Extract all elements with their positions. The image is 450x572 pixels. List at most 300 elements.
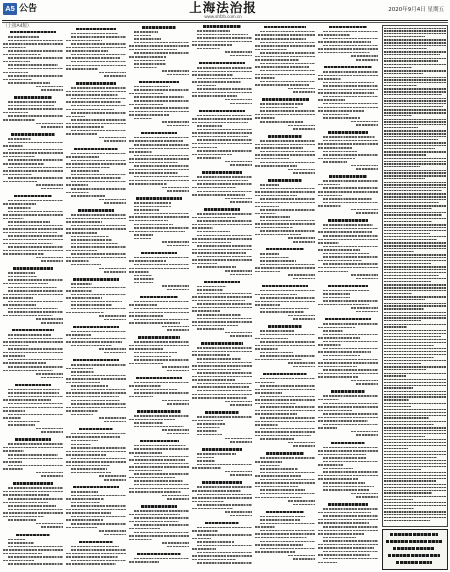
text-line [197,129,252,131]
text-line [323,355,360,357]
announcement-block [3,482,63,530]
signature-line [288,274,315,276]
text-line [323,369,378,371]
text-line [197,48,220,50]
text-line [192,555,252,557]
text-line [3,232,57,234]
text-line [192,238,252,240]
text-line [260,493,315,495]
text-line [129,260,166,262]
text-line [71,33,118,35]
announcement-heading [73,359,118,361]
signature-line [288,315,315,317]
text-line [323,263,378,265]
announcement-block [66,428,126,483]
ad-text-line [384,151,446,152]
text-line [71,403,126,405]
ad-text-line [384,351,446,352]
ad-text-line [384,412,446,413]
text-line [71,195,105,197]
text-line [8,75,63,77]
ad-text-line [384,480,436,481]
text-line [134,60,165,62]
ad-text-line [384,115,412,116]
ad-text-line [384,342,446,343]
text-line [66,228,126,230]
text-line [134,524,189,526]
announcement-block [192,281,252,339]
text-line [192,122,248,124]
text-line [192,296,252,298]
text-line [192,95,237,97]
text-line [260,417,315,419]
signature-line [162,241,189,243]
text-line [323,31,378,33]
announcement-heading [13,267,54,269]
signature-line [104,202,126,204]
text-line [192,420,223,422]
announcement-block [255,285,315,322]
ad-text-line [384,303,446,304]
text-line [192,227,213,229]
text-line [3,399,51,401]
text-line [8,177,63,179]
text-line [66,334,91,336]
text-line [323,228,378,230]
announcement-heading [201,342,244,344]
text-line [192,497,252,499]
signature-line [293,91,315,93]
text-line [8,159,63,161]
ad-text-line [384,305,446,306]
text-line [255,154,315,156]
text-line [71,153,126,155]
text-line [260,103,303,105]
signature-line [167,329,189,331]
text-line [71,304,112,306]
text-line [134,356,171,358]
announcement-heading [262,98,309,100]
text-line [323,38,378,40]
text-line [134,463,189,465]
text-line [318,110,364,112]
signature-line [225,270,252,272]
text-line [71,491,98,493]
text-line [3,54,41,56]
announcement-heading [12,329,53,331]
ad-text-line [384,33,446,34]
text-line [260,151,315,153]
announcement-heading [263,373,307,375]
text-line [71,502,100,504]
ad-text-line [384,360,446,361]
text-line [134,392,189,394]
signature-line [167,245,189,247]
announcement-block [3,267,63,325]
announcement-heading [331,442,365,444]
text-line [255,431,315,433]
text-line [255,482,315,484]
text-line [318,184,340,186]
text-line [3,560,34,562]
text-line [197,362,252,364]
text-line [318,249,360,251]
text-line [134,445,186,447]
text-line [255,301,315,303]
signature-line [36,523,63,525]
text-line [66,116,85,118]
text-line [71,264,101,266]
ad-text-line [384,385,446,386]
text-line [8,279,63,281]
text-line [318,191,378,193]
ad-text-line [384,366,446,367]
text-line [255,191,315,193]
ad-text-line [384,448,408,449]
text-line [260,385,315,387]
text-line [197,286,226,288]
text-line [71,105,126,107]
text-line [134,532,189,534]
text-line [66,410,98,412]
text-line [3,214,63,216]
text-line [3,297,33,299]
text-line [255,56,315,58]
text-line [3,250,63,252]
text-line [8,200,63,202]
ad-text-line [384,130,446,131]
text-line [71,87,126,89]
text-line [318,34,350,36]
text-line [318,147,353,149]
ad-text-line [384,484,446,485]
text-line [8,454,58,456]
classified-ads-strip [382,25,448,527]
text-line [134,227,189,229]
text-line [129,49,177,51]
signature-line [288,237,315,239]
text-line [318,231,372,233]
text-line [134,202,171,204]
text-line [66,527,97,529]
text-line [71,468,107,470]
text-line [192,490,241,492]
text-line [129,111,189,113]
text-line [71,225,126,227]
announcement-block [318,66,378,128]
column-2 [66,0,126,572]
text-line [71,523,126,525]
text-line [71,239,112,241]
text-line [129,348,163,350]
announcement-heading [136,377,181,379]
announcement-block [192,342,252,407]
ad-text-line [384,287,446,288]
text-line [66,47,126,49]
ad-text-line [384,293,412,294]
text-line [318,327,355,329]
ad-text-line [384,100,446,101]
text-line [323,224,373,226]
text-line [192,187,236,189]
ad-text-line [384,145,446,146]
text-line [66,133,97,135]
masthead-title: 上海法治报 [189,0,257,15]
signature-line [356,278,378,280]
announcement-heading [79,428,113,430]
announcement-heading [74,148,118,150]
text-line [318,304,369,306]
text-line [197,453,236,455]
text-line [255,544,303,546]
text-line [318,48,378,50]
ad-text-line [384,212,446,213]
text-line [255,227,293,229]
ad-text-line [384,330,446,331]
text-line [318,239,378,241]
signature-line [225,161,252,163]
text-line [260,216,290,218]
ad-text-line [384,382,446,383]
announcement-block [255,135,315,176]
announcement-heading [15,384,51,386]
text-line [134,484,189,486]
text-line [66,454,106,456]
ad-text-line [384,502,446,503]
text-line [3,152,63,154]
text-line [134,238,151,240]
text-line [197,213,252,215]
text-line [323,526,378,528]
ad-text-line [384,354,446,355]
announcement-heading [328,219,367,221]
text-line [323,82,374,84]
signature-line [356,168,378,170]
signature-line [99,315,126,317]
text-line [8,211,63,213]
text-line [323,447,378,449]
text-line [255,38,306,40]
text-line [71,495,126,497]
text-line [323,96,378,98]
text-line [318,554,370,556]
signature-line [167,433,189,435]
signature-line [351,121,378,123]
text-line [192,263,217,265]
text-line [260,311,304,313]
text-line [71,516,126,518]
text-line [134,234,153,236]
text-line [3,494,49,496]
text-line [260,140,315,142]
text-line [3,61,30,63]
ad-text-line [384,175,446,176]
announcement-block [66,209,126,274]
ad-text-line [384,457,437,458]
text-line [323,71,378,73]
ad-text-line [384,67,412,68]
signature-line [36,318,63,320]
text-line [129,271,149,273]
signature-line [104,271,126,273]
ad-text-line [384,433,446,434]
announcement-block [192,208,252,277]
text-line [260,548,315,550]
text-line [197,157,221,159]
ad-text-line [384,82,446,83]
text-line [3,79,32,81]
text-line [197,534,252,536]
text-line [318,75,378,77]
announcement-heading [137,553,181,555]
text-line [192,259,252,261]
text-line [66,65,126,67]
text-line [3,228,63,230]
text-line [260,489,305,491]
text-line [129,162,178,164]
text-line [66,101,121,103]
text-line [197,460,215,462]
column-1 [3,0,63,572]
announcement-heading [199,62,245,64]
ad-text-line [384,163,446,164]
announcement-heading [328,285,368,287]
text-line [323,187,378,189]
text-line [323,457,366,459]
text-line [197,541,234,543]
text-line [71,308,126,310]
text-line [318,475,378,477]
text-line [192,369,241,371]
text-line [260,42,315,44]
text-line [3,156,35,158]
ad-text-line [384,421,446,422]
text-line [71,458,126,460]
text-line [192,376,252,378]
text-line [323,486,374,488]
text-line [323,253,369,255]
text-line [129,452,162,454]
text-line [66,407,126,409]
text-line [260,355,315,357]
text-line [192,365,252,367]
ad-text-line [384,124,446,125]
announcement-heading [76,82,116,84]
ad-text-line [384,70,446,71]
text-line [71,294,126,296]
text-line [318,260,362,262]
text-line [8,272,35,274]
announcement-block [318,503,378,565]
ad-text-line [384,266,446,267]
text-line [197,552,252,554]
announcement-block [318,26,378,63]
text-line [255,389,315,391]
signature-line [36,373,63,375]
ad-text-line [384,208,432,209]
signature-line [162,326,189,328]
text-line [255,59,299,61]
signature-line [41,260,63,262]
signature-line [36,123,63,125]
announcement-heading [268,135,302,137]
text-line [129,268,189,270]
text-line [318,366,357,368]
signature-line [162,429,189,431]
signature-line [288,125,315,127]
text-line [197,464,252,466]
announcement-heading [73,326,119,328]
announcement-block [129,505,189,549]
signature-line [162,70,189,72]
text-line [260,330,295,332]
text-line [260,184,279,186]
text-line [71,170,99,172]
text-line [318,205,341,207]
text-line [8,443,63,445]
text-line [318,158,355,160]
signature-line [162,366,189,368]
text-line [66,312,104,314]
ad-text-line [384,142,446,143]
text-line [8,221,50,223]
signature-line [356,212,378,214]
signature-line [167,190,189,192]
text-line [66,382,101,384]
text-line [8,359,63,361]
text-line [134,96,184,98]
text-line [255,486,298,488]
signature-line [167,370,189,372]
ad-text-line [384,403,446,404]
text-line [260,162,315,164]
ad-text-line [384,357,434,358]
ad-text-line [384,58,446,59]
announcement-block [318,131,378,172]
announcement-block [192,171,252,204]
ad-text-line [384,379,446,380]
signature-line [293,278,315,280]
text-line [134,35,151,37]
text-line [192,351,252,353]
text-line [3,170,63,172]
ad-text-line [384,51,446,52]
signature-line [293,558,315,560]
announcement-block [3,438,63,479]
announcement-heading [138,336,180,338]
text-line [318,344,341,346]
text-line [318,373,378,375]
ad-text-line [384,236,446,237]
signature-line [351,209,378,211]
announcement-block [66,28,126,79]
text-line [8,308,58,310]
announcement-heading [141,252,177,254]
text-line [129,459,185,461]
text-line [260,121,303,123]
text-line [8,498,63,500]
text-line [260,264,315,266]
text-line [197,139,252,141]
text-line [134,426,184,428]
text-line [192,143,252,145]
text-line [129,322,180,324]
text-line [197,427,220,429]
ad-text-line [384,424,434,425]
text-line [318,242,339,244]
text-line [318,533,364,535]
announcement-heading [331,390,365,392]
